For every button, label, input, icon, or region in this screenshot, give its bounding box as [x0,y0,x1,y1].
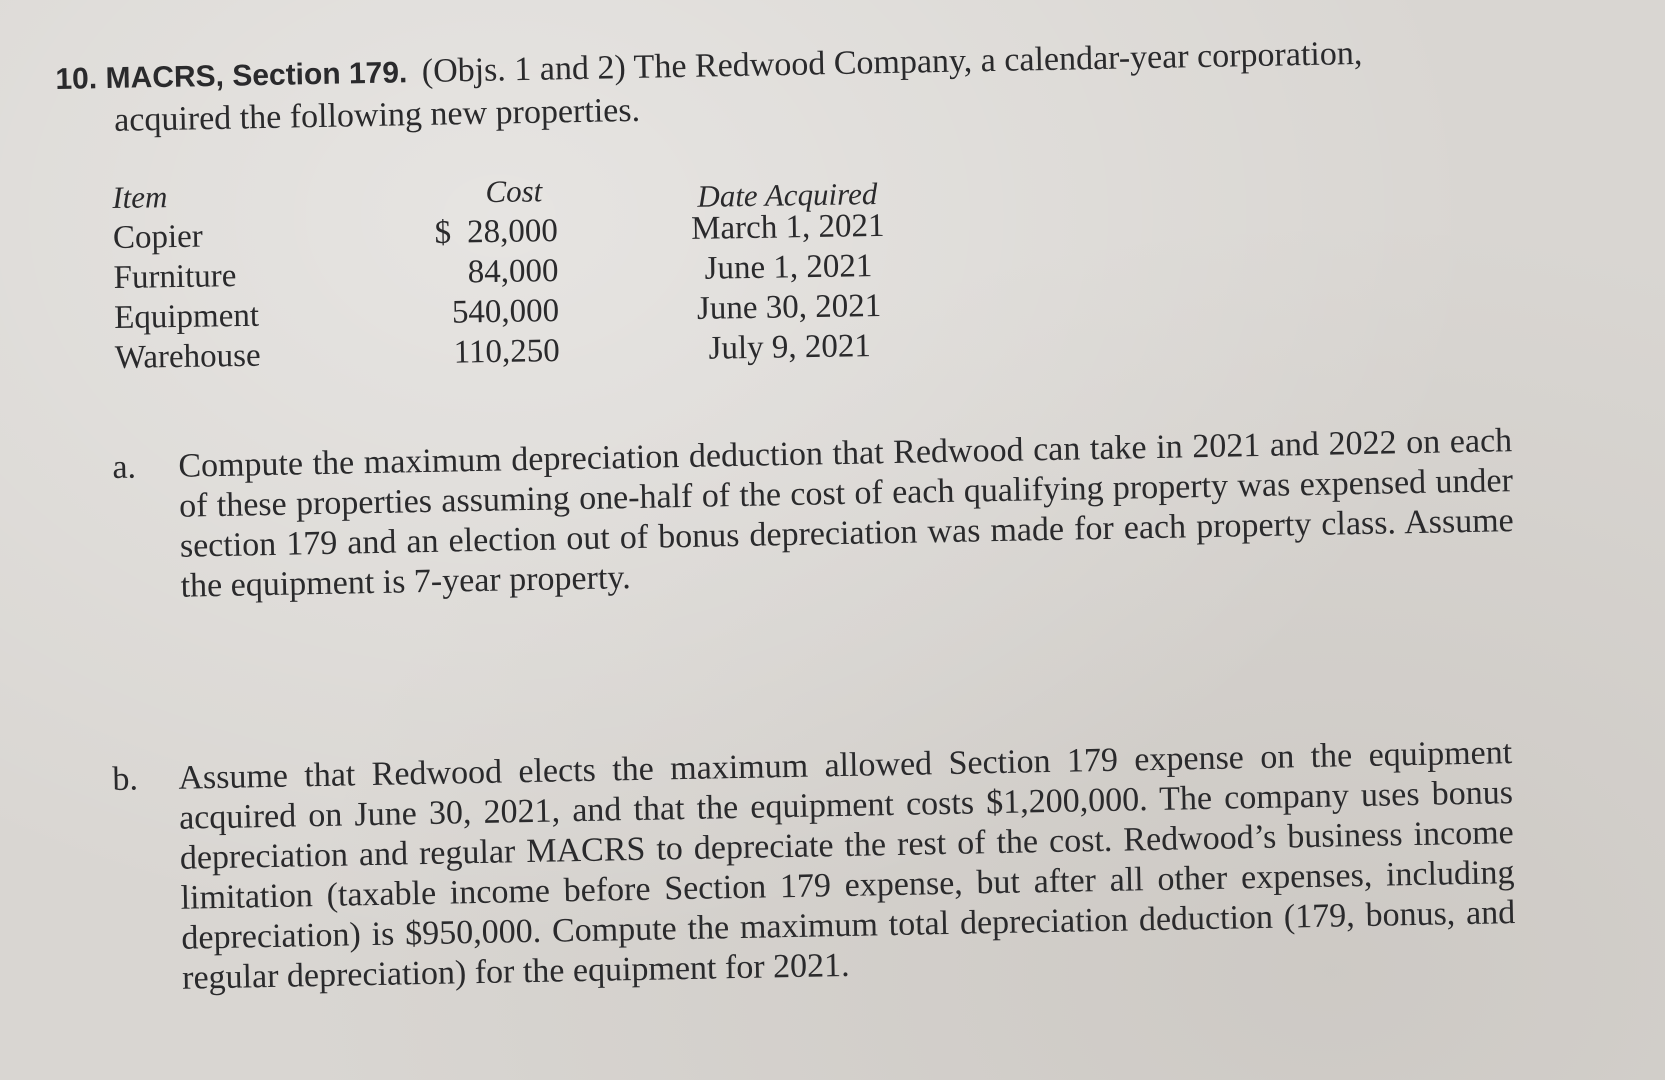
item-name: Furniture [113,258,237,296]
question-part-b [112,733,1516,1000]
header-cost: Cost [485,173,543,210]
item-date-acquired: July 9, 2021 [708,328,872,367]
header-date-acquired: Date Acquired [697,175,878,214]
cost-value: 110,250 [453,332,561,371]
part-b-text: Assume that Redwood elects the maximum allowed Section 179 expense on the equipment acquired on June 30, 2021, and that the equipment costs $1,200,000. The company uses bonus depreciation and regular MACRS to depreciate the rest of the cost. Redwood’s business income limitation (taxable income before Section 179 expense, but after all other expenses, including depreciation) is $950,000. Compute the maximum total depreciation deduction (179, bonus, and regular depreciation) for the equipment for 2021. [178,734,1516,997]
item-date-acquired: March 1, 2021 [690,207,885,247]
part-b-letter: b. [112,760,139,798]
problem-intro-line1: (Objs. 1 and 2) The Redwood Company, a calendar-year corporation, [421,34,1363,90]
cost-value: 84,000 [467,253,559,291]
property-table [112,165,915,378]
item-cost [453,331,560,373]
item-cost [452,291,560,333]
part-a-letter: a. [112,448,137,486]
problem-header [55,30,1526,143]
cost-value: 28,000 [466,213,559,251]
item-name: Copier [112,218,204,256]
table-body [113,205,915,378]
problem-number: 10. [55,62,98,96]
item-cost [467,251,558,292]
problem-intro-line2: acquired the following new properties. [113,91,641,139]
problem-title: MACRS, Section 179. [105,56,408,96]
item-cost [434,211,558,253]
item-date-acquired: June 30, 2021 [696,287,882,327]
item-name: Warehouse [114,337,261,376]
item-date-acquired: June 1, 2021 [704,248,873,287]
cost-value: 540,000 [451,292,560,331]
dollar-sign: $ [434,214,452,251]
part-a-text: Compute the maximum depreciation deduction that Redwood can take in 2021 and 2022 on each of these properties assuming one-half of the cost of each qualifying property was expensed under section 179 and an election out of bonus depreciation was made for each property class. Assume the equipment is 7-year property. [178,422,1515,605]
item-name: Equipment [113,297,260,336]
question-part-a [112,421,1515,608]
header-item: Item [112,179,168,215]
